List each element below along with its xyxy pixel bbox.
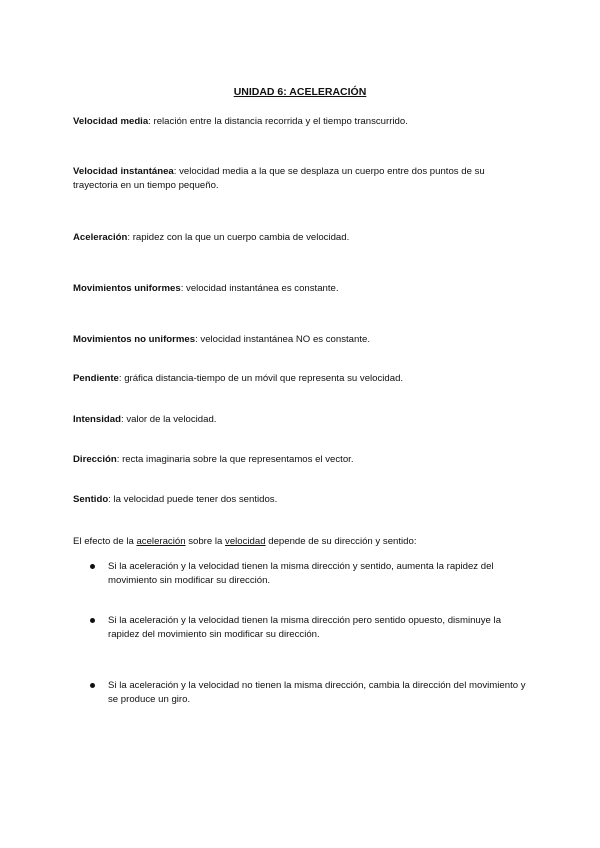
definition-text: : gráfica distancia-tiempo de un móvil que representa su velocidad. bbox=[118, 373, 404, 384]
definition-text: : la velocidad puede tener dos sentidos. bbox=[108, 494, 278, 505]
definition-term: Velocidad instantánea bbox=[73, 166, 174, 177]
definition-text: : rapidez con la que un cuerpo cambia de velocidad. bbox=[127, 232, 350, 243]
definition-text: : velocidad instantánea NO es constante. bbox=[195, 334, 371, 345]
definition-term: Sentido bbox=[73, 494, 109, 505]
definition-term: Dirección bbox=[73, 454, 117, 465]
definition-intensidad bbox=[73, 413, 533, 427]
definition-text: : valor de la velocidad. bbox=[120, 414, 217, 425]
intro-text-1: El efecto de la bbox=[73, 536, 137, 547]
definition-direccion bbox=[73, 453, 533, 467]
definition-pendiente bbox=[73, 372, 533, 386]
aceleracion-underlined: aceleración bbox=[136, 536, 186, 547]
definition-movimientos-no-uniformes bbox=[73, 333, 533, 347]
definition-aceleracion bbox=[73, 231, 533, 245]
bullet-dot-icon bbox=[90, 564, 95, 569]
definition-term: Aceleración bbox=[73, 232, 128, 243]
bullet-text: Si la aceleración y la velocidad tienen la misma dirección y sentido, aumenta la rapidez del movimiento sin modificar su dirección. bbox=[108, 561, 494, 586]
bullet-dot-icon bbox=[90, 683, 95, 688]
intro-text-3: depende de su dirección y sentido: bbox=[265, 536, 417, 547]
definition-term: Velocidad media bbox=[73, 116, 149, 127]
bullet-text: Si la aceleración y la velocidad tienen la misma dirección pero sentido opuesto, disminuye la rapidez del movimiento sin modificar su dirección. bbox=[108, 615, 502, 640]
bullet-text: Si la aceleración y la velocidad no tienen la misma dirección, cambia la dirección del movimiento y se produce un giro. bbox=[108, 680, 526, 705]
page-title: UNIDAD 6: ACELERACIÓN bbox=[233, 86, 367, 98]
definition-term: Movimientos no uniformes bbox=[73, 334, 196, 345]
definition-text: : relación entre la distancia recorrida y el tiempo transcurrido. bbox=[148, 116, 408, 127]
definition-sentido bbox=[73, 493, 533, 507]
intro-text-2: sobre la bbox=[185, 536, 226, 547]
definition-text: : velocidad media a la que se desplaza un cuerpo entre dos puntos de su trayectoria en un tiempo pequeño. bbox=[73, 166, 485, 191]
intro-paragraph bbox=[73, 535, 533, 549]
definition-velocidad-instantanea bbox=[73, 165, 528, 193]
bullet-dot-icon bbox=[90, 618, 95, 623]
definition-velocidad-media bbox=[73, 115, 533, 129]
definition-movimientos-uniformes bbox=[73, 282, 533, 296]
velocidad-underlined: velocidad bbox=[225, 536, 266, 547]
definition-text: : velocidad instantánea es constante. bbox=[180, 283, 339, 294]
definition-term: Pendiente bbox=[73, 373, 119, 384]
definition-text: : recta imaginaria sobre la que representamos el vector. bbox=[116, 454, 354, 465]
definition-term: Intensidad bbox=[73, 414, 121, 425]
definition-term: Movimientos uniformes bbox=[73, 283, 181, 294]
